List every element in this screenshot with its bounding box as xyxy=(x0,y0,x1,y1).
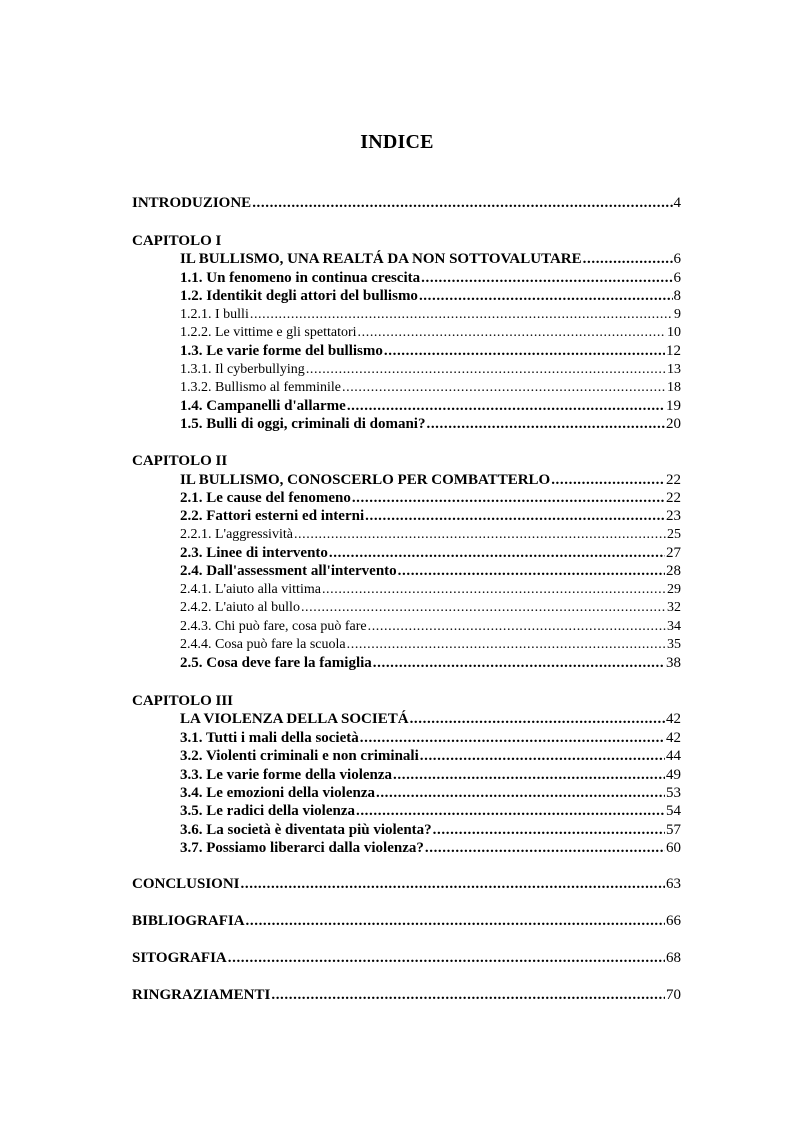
toc-page: 60 xyxy=(666,840,681,856)
toc-page: 19 xyxy=(666,398,681,414)
toc-label: 2.4.1. L'aiuto alla vittima xyxy=(180,582,321,597)
dot-leader xyxy=(583,250,673,268)
dot-leader xyxy=(250,306,673,324)
toc-page: 9 xyxy=(674,307,681,322)
toc-entry[interactable] xyxy=(180,802,681,820)
dot-leader xyxy=(347,397,665,415)
toc-entry[interactable] xyxy=(180,342,681,360)
toc-entry-sitografia[interactable] xyxy=(132,949,681,967)
toc-page: 20 xyxy=(666,416,681,432)
toc-label: 2.4.4. Cosa può fare la scuola xyxy=(180,637,346,652)
toc-page: 35 xyxy=(667,637,681,652)
toc-page: 53 xyxy=(666,785,681,801)
dot-leader xyxy=(419,287,673,305)
toc-page: 27 xyxy=(666,545,681,561)
toc-entry-ringraziamenti[interactable] xyxy=(132,986,681,1004)
toc-page: 38 xyxy=(666,655,681,671)
toc-entry[interactable] xyxy=(180,766,681,784)
dot-leader xyxy=(347,636,666,654)
toc-entry[interactable] xyxy=(180,618,681,636)
toc-page: 63 xyxy=(666,876,681,892)
toc-label: 3.4. Le emozioni della violenza xyxy=(180,785,375,801)
dot-leader xyxy=(342,379,666,397)
toc-label: 1.3.2. Bullismo al femminile xyxy=(180,380,341,395)
toc-label: 3.6. La società è diventata più violenta? xyxy=(180,822,432,838)
toc-entry[interactable] xyxy=(180,784,681,802)
toc-page: 57 xyxy=(666,822,681,838)
dot-leader xyxy=(306,361,666,379)
toc-label: IL BULLISMO, UNA REALTÁ DA NON SOTTOVALUTARE xyxy=(180,251,582,267)
toc-label: 1.2.2. Le vittime e gli spettatori xyxy=(180,325,357,340)
toc-page: 25 xyxy=(667,527,681,542)
dot-leader xyxy=(376,784,665,802)
toc-page: 10 xyxy=(667,325,681,340)
dot-leader xyxy=(358,324,666,342)
dot-leader xyxy=(433,821,665,839)
toc-page: 44 xyxy=(666,748,681,764)
toc-label: IL BULLISMO, CONOSCERLO PER COMBATTERLO xyxy=(180,472,551,488)
toc-label: 3.5. Le radici della violenza xyxy=(180,803,355,819)
dot-leader xyxy=(252,194,672,212)
toc-entry[interactable] xyxy=(180,581,681,599)
toc-entry[interactable] xyxy=(180,526,681,544)
toc-entry[interactable] xyxy=(180,397,681,415)
toc-entry[interactable] xyxy=(180,361,681,379)
dot-leader xyxy=(368,618,666,636)
toc-label: 2.4.3. Chi può fare, cosa può fare xyxy=(180,619,367,634)
page-title: INDICE xyxy=(360,131,434,153)
toc-page: 28 xyxy=(666,563,681,579)
toc-entry[interactable] xyxy=(180,507,681,525)
toc-page: 6 xyxy=(673,251,681,267)
toc-label: 3.2. Violenti criminali e non criminali xyxy=(180,748,419,764)
toc-page: 6 xyxy=(673,270,681,286)
toc-label: 1.3. Le varie forme del bullismo xyxy=(180,343,383,359)
toc-entry-bibliografia[interactable] xyxy=(132,912,681,930)
dot-leader xyxy=(426,415,665,433)
dot-leader xyxy=(241,875,665,893)
toc-label: 1.2.1. I bulli xyxy=(180,307,249,322)
toc-page: 42 xyxy=(666,711,681,727)
dot-leader xyxy=(425,839,665,857)
dot-leader xyxy=(410,710,665,728)
chapter-heading: CAPITOLO I xyxy=(132,233,222,249)
toc-label: 2.1. Le cause del fenomeno xyxy=(180,490,351,506)
toc-page: 8 xyxy=(673,288,681,304)
toc-page: 12 xyxy=(666,343,681,359)
toc-label: 2.4.2. L'aiuto al bullo xyxy=(180,600,300,615)
toc-entry-conclusioni[interactable] xyxy=(132,875,681,893)
toc-label: 3.1. Tutti i mali della società xyxy=(180,730,359,746)
toc-page: 70 xyxy=(666,987,681,1003)
chapter-heading: CAPITOLO III xyxy=(132,693,234,709)
toc-entry[interactable] xyxy=(180,379,681,397)
dot-leader xyxy=(356,802,665,820)
dot-leader xyxy=(373,654,665,672)
toc-page: 68 xyxy=(666,950,681,966)
toc-page: 13 xyxy=(667,362,681,377)
toc-label: 2.2.1. L'aggressività xyxy=(180,527,293,542)
toc-entry-introduzione[interactable] xyxy=(132,194,681,212)
toc-entry[interactable] xyxy=(180,839,681,857)
toc-page: 42 xyxy=(666,730,681,746)
dot-leader xyxy=(271,986,665,1004)
toc-page: 66 xyxy=(666,913,681,929)
toc-entry[interactable] xyxy=(180,636,681,654)
toc-label: RINGRAZIAMENTI xyxy=(132,987,271,1003)
dot-leader xyxy=(228,949,665,967)
toc-page: 18 xyxy=(667,380,681,395)
toc-label: INTRODUZIONE xyxy=(132,195,252,211)
dot-leader xyxy=(365,507,665,525)
toc-entry[interactable] xyxy=(180,489,681,507)
dot-leader xyxy=(246,912,665,930)
toc-page: 29 xyxy=(667,582,681,597)
toc-label: 3.3. Le varie forme della violenza xyxy=(180,767,393,783)
toc-page: 32 xyxy=(667,600,681,615)
toc-entry[interactable] xyxy=(180,747,681,765)
toc-label: BIBLIOGRAFIA xyxy=(132,913,245,929)
toc-label: 2.2. Fattori esterni ed interni xyxy=(180,508,365,524)
toc-label: 1.5. Bulli di oggi, criminali di domani? xyxy=(180,416,426,432)
toc-label: 2.5. Cosa deve fare la famiglia xyxy=(180,655,372,671)
dot-leader xyxy=(322,581,666,599)
toc-label: 1.4. Campanelli d'allarme xyxy=(180,398,346,414)
dot-leader xyxy=(393,766,665,784)
toc-label: 1.3.1. Il cyberbullying xyxy=(180,362,305,377)
toc-entry[interactable] xyxy=(180,269,681,287)
toc-entry[interactable] xyxy=(180,599,681,617)
toc-label: 2.4. Dall'assessment all'intervento xyxy=(180,563,397,579)
chapter-heading: CAPITOLO II xyxy=(132,453,228,469)
toc-entry[interactable] xyxy=(180,287,681,305)
toc-label: LA VIOLENZA DELLA SOCIETÁ xyxy=(180,711,409,727)
toc-entry[interactable] xyxy=(180,821,681,839)
dot-leader xyxy=(360,729,665,747)
toc-entry[interactable] xyxy=(180,324,681,342)
toc-entry[interactable] xyxy=(180,544,681,562)
toc-label: 2.3. Linee di intervento xyxy=(180,545,328,561)
toc-page: 54 xyxy=(666,803,681,819)
dot-leader xyxy=(301,599,666,617)
toc-page: 4 xyxy=(673,195,681,211)
toc-entry-chapter-title[interactable] xyxy=(180,471,681,489)
toc-label: SITOGRAFIA xyxy=(132,950,227,966)
dot-leader xyxy=(551,471,665,489)
toc-entry[interactable] xyxy=(180,562,681,580)
toc-page: 34 xyxy=(667,619,681,634)
dot-leader xyxy=(384,342,665,360)
dot-leader xyxy=(420,747,665,765)
toc-label: 1.1. Un fenomeno in continua crescita xyxy=(180,270,421,286)
toc-label: 1.2. Identikit degli attori del bullismo xyxy=(180,288,418,304)
dot-leader xyxy=(398,562,665,580)
dot-leader xyxy=(294,526,666,544)
dot-leader xyxy=(329,544,665,562)
toc-entry[interactable] xyxy=(180,654,681,672)
toc-entry[interactable] xyxy=(180,415,681,433)
toc-entry[interactable] xyxy=(180,729,681,747)
toc-label: 3.7. Possiamo liberarci dalla violenza? xyxy=(180,840,424,856)
toc-entry[interactable] xyxy=(180,306,681,324)
toc-page: 49 xyxy=(666,767,681,783)
dot-leader xyxy=(421,269,672,287)
dot-leader xyxy=(352,489,665,507)
toc-label: CONCLUSIONI xyxy=(132,876,240,892)
toc-entry-chapter-title[interactable] xyxy=(180,250,681,268)
toc-page: 22 xyxy=(666,472,681,488)
toc-entry-chapter-title[interactable] xyxy=(180,710,681,728)
toc-page: 22 xyxy=(666,490,681,506)
toc-page: 23 xyxy=(666,508,681,524)
